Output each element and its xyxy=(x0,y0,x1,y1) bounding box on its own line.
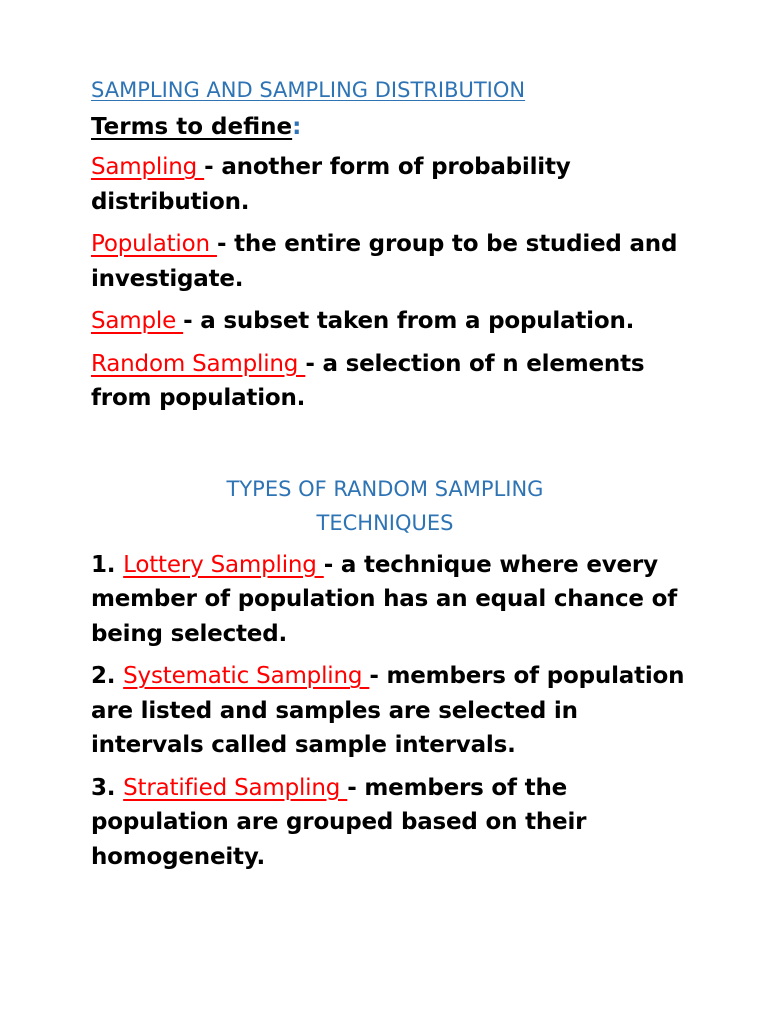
definition-text: - another form of probability distribution. xyxy=(91,154,571,215)
document-title: SAMPLING AND SAMPLING DISTRIBUTION xyxy=(91,78,526,102)
definition-text: - the entire group to be studied and investigate. xyxy=(91,231,678,292)
term-lottery-sampling: Lottery Sampling xyxy=(123,551,324,578)
terms-heading xyxy=(91,110,691,144)
terms-heading-colon: : xyxy=(292,114,302,140)
definition-text: - a subset taken from a population. xyxy=(183,308,635,334)
types-heading xyxy=(91,472,679,540)
types-heading-line2: TECHNIQUES xyxy=(316,510,454,535)
technique-text: - a technique where every member of population has an equal chance of being selected. xyxy=(91,551,678,647)
technique-systematic xyxy=(91,659,691,763)
terms-heading-label: Terms to define xyxy=(91,114,293,140)
term-stratified-sampling: Stratified Sampling xyxy=(123,774,348,801)
types-heading-line1: TYPES OF RANDOM SAMPLING xyxy=(226,476,544,501)
document-page xyxy=(91,76,691,882)
definition-population xyxy=(91,227,691,296)
definition-text: - a selection of n elements from population. xyxy=(91,350,645,411)
technique-lottery xyxy=(91,548,691,652)
term-sampling: Sampling xyxy=(91,154,205,180)
technique-text: - members of population are listed and samples are selected in intervals called sample intervals. xyxy=(91,663,685,758)
list-number: 1. xyxy=(91,551,124,578)
term-population: Population xyxy=(91,231,217,257)
definition-sample xyxy=(91,304,691,339)
term-systematic-sampling: Systematic Sampling xyxy=(123,663,370,689)
list-number: 2. xyxy=(91,663,124,689)
definition-sampling xyxy=(91,150,691,219)
list-number: 3. xyxy=(91,774,124,801)
term-random-sampling: Random Sampling xyxy=(91,350,306,377)
technique-stratified xyxy=(91,771,691,875)
definition-random-sampling xyxy=(91,347,691,416)
term-sample: Sample xyxy=(91,308,184,334)
technique-text: - members of the population are grouped based on their homogeneity. xyxy=(91,774,587,870)
